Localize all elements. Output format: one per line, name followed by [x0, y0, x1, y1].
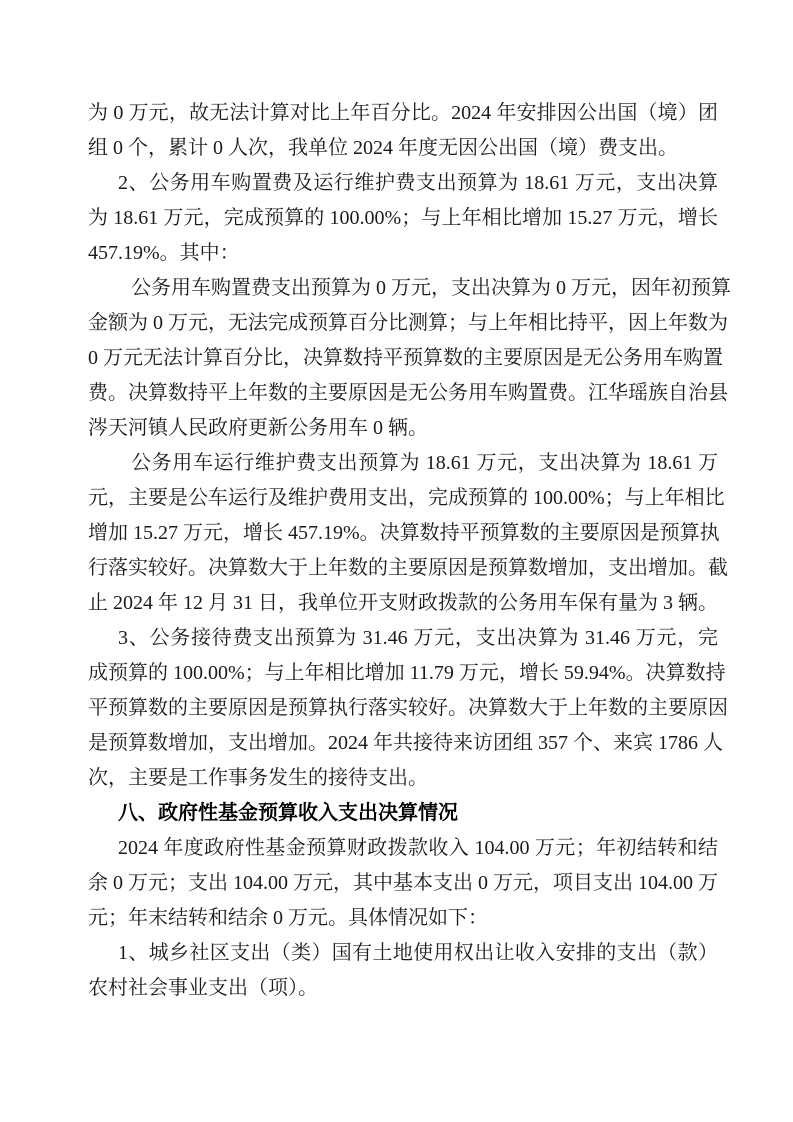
- text-line: 农村社会事业支出（项）。: [88, 977, 318, 999]
- text-line: 2、公务用车购置费及运行维护费支出预算为 18.61 万元，支出决算: [118, 172, 718, 194]
- paragraph-community-expense: [88, 936, 718, 1006]
- text-line: 457.19%。其中：: [88, 242, 240, 264]
- text-line: 金额为 0 万元，无法完成预算百分比测算；与上年相比持平，因上年数为: [88, 312, 728, 334]
- text-line: 平预算数的主要原因是预算执行落实较好。决算数大于上年数的主要原因: [88, 697, 728, 719]
- text-line: 涔天河镇人民政府更新公务用车 0 辆。: [88, 417, 428, 439]
- text-line: 2024 年度政府性基金预算财政拨款收入 104.00 万元；年初结转和结: [118, 837, 718, 859]
- paragraph-continued: [88, 96, 718, 166]
- text-line: 余 0 万元；支出 104.00 万元，其中基本支出 0 万元，项目支出 104.00 万: [88, 872, 718, 894]
- paragraph-vehicle-purchase: [88, 271, 731, 446]
- text-line: 成预算的 100.00%；与上年相比增加 11.79 万元，增长 59.94%。决算数持: [88, 662, 726, 684]
- text-line: 费。决算数持平上年数的主要原因是无公务用车购置费。江华瑶族自治县: [88, 382, 728, 404]
- section-heading: 八、政府性基金预算收入支出决算情况: [118, 802, 458, 824]
- section-heading-8: [88, 796, 718, 831]
- text-line: 为 18.61 万元，完成预算的 100.00%；与上年相比增加 15.27 万元，增长: [88, 207, 718, 229]
- text-line: 组 0 个，累计 0 人次，我单位 2024 年度无因公出国（境）费支出。: [88, 137, 678, 159]
- text-line: 公务用车购置费支出预算为 0 万元，支出决算为 0 万元，因年初预算: [131, 277, 731, 299]
- text-line: 元，主要是公车运行及维护费用支出，完成预算的 100.00%；与上年相比: [88, 487, 725, 509]
- text-line: 元；年末结转和结余 0 万元。具体情况如下：: [88, 907, 488, 929]
- paragraph-vehicle-total: [88, 166, 718, 271]
- text-line: 1、城乡社区支出（类）国有土地使用权出让收入安排的支出（款）: [118, 942, 718, 964]
- text-line: 0 万元无法计算百分比，决算数持平预算数的主要原因是无公务用车购置: [88, 347, 723, 369]
- text-line: 3、公务接待费支出预算为 31.46 万元，支出决算为 31.46 万元，完: [118, 627, 718, 649]
- text-line: 是预算数增加，支出增加。2024 年共接待来访团组 357 个、来宾 1786 人: [88, 732, 723, 754]
- text-line: 止 2024 年 12 月 31 日，我单位开支财政拨款的公务用车保有量为 3 辆。: [88, 592, 718, 614]
- paragraph-official-reception: [88, 621, 728, 796]
- paragraph-gov-fund-summary: [88, 831, 718, 936]
- text-line: 次，主要是工作事务发生的接待支出。: [88, 767, 428, 789]
- text-line: 为 0 万元，故无法计算对比上年百分比。2024 年安排因公出国（境）团: [88, 102, 718, 124]
- text-line: 增加 15.27 万元，增长 457.19%。决算数持平预算数的主要原因是预算执: [88, 522, 720, 544]
- paragraph-vehicle-maintenance: [88, 446, 728, 621]
- text-line: 公务用车运行维护费支出预算为 18.61 万元，支出决算为 18.61 万: [131, 452, 718, 474]
- text-line: 行落实较好。决算数大于上年数的主要原因是预算数增加，支出增加。截: [88, 557, 728, 579]
